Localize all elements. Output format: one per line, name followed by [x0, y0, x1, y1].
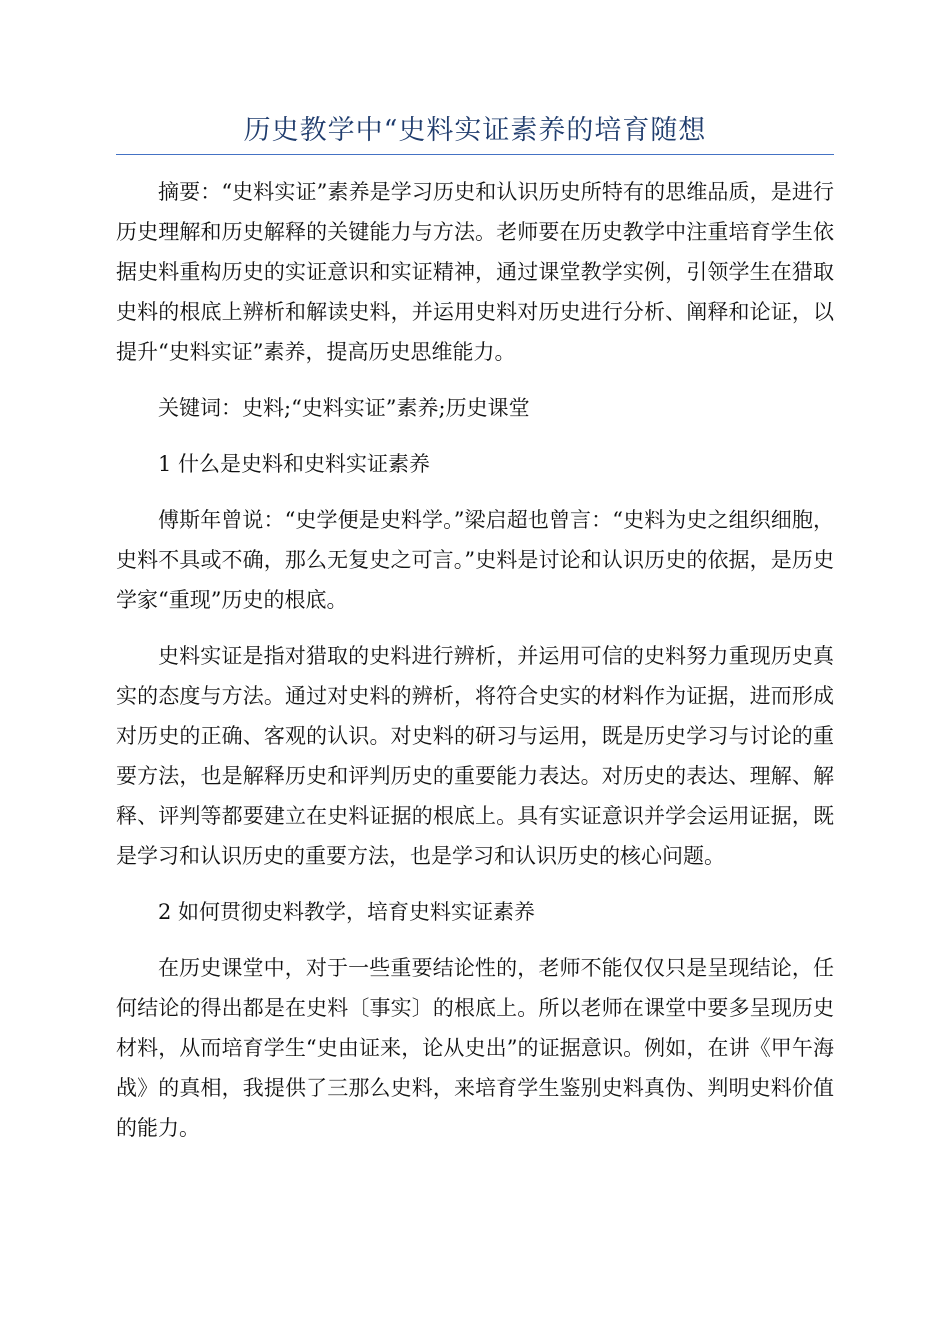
title-underline	[116, 154, 834, 155]
body-paragraph: 史料实证是指对猎取的史料进行辨析，并运用可信的史料努力重现历史真实的态度与方法。通过对史料的辨析，将符合史实的材料作为证据，进而形成对历史的正确、客观的认识。对史料的研习与运用，既是历史学习与讨论的重要方法，也是解释历史和评判历史的重要能力表达。对历史的表达、理解、解释、评判等都要建立在史料证据的根底上。具有实证意识并学会运用证据，既是学习和认识历史的重要方法，也是学习和认识历史的核心问题。	[116, 644, 834, 868]
body-paragraph: 在历史课堂中，对于一些重要结论性的，老师不能仅仅只是呈现结论，任何结论的得出都是在史料〔事实〕的根底上。所以老师在课堂中要多呈现历史材料，从而培育学生“史由证来，论从史出”的证据意识。例如，在讲《甲午海战》的真相，我提供了三那么史料，来培育学生鉴别史料真伪、判明史料价值的能力。	[116, 956, 834, 1140]
keywords-paragraph: 关键词：史料;“史料实证”素养;历史课堂	[158, 396, 530, 420]
document-body	[116, 172, 834, 1164]
section-heading-1: 1 什么是史料和史料实证素养	[158, 452, 431, 476]
section-heading-2: 2 如何贯彻史料教学，培育史料实证素养	[158, 900, 536, 924]
body-paragraph: 傅斯年曾说：“史学便是史料学。”梁启超也曾言：“史料为史之组织细胞，史料不具或不确，那么无复史之可言。”史料是讨论和认识历史的依据，是历史学家“重现”历史的根底。	[116, 508, 834, 612]
abstract-paragraph: 摘要：“史料实证”素养是学习历史和认识历史所特有的思维品质，是进行历史理解和历史解释的关键能力与方法。老师要在历史教学中注重培育学生依据史料重构历史的实证意识和实证精神，通过课堂教学实例，引领学生在猎取史料的根底上辨析和解读史料，并运用史料对历史进行分析、阐释和论证，以提升“史料实证”素养，提高历史思维能力。	[116, 180, 834, 364]
document-title: 历史教学中“史料实证素养的培育随想	[243, 115, 707, 146]
